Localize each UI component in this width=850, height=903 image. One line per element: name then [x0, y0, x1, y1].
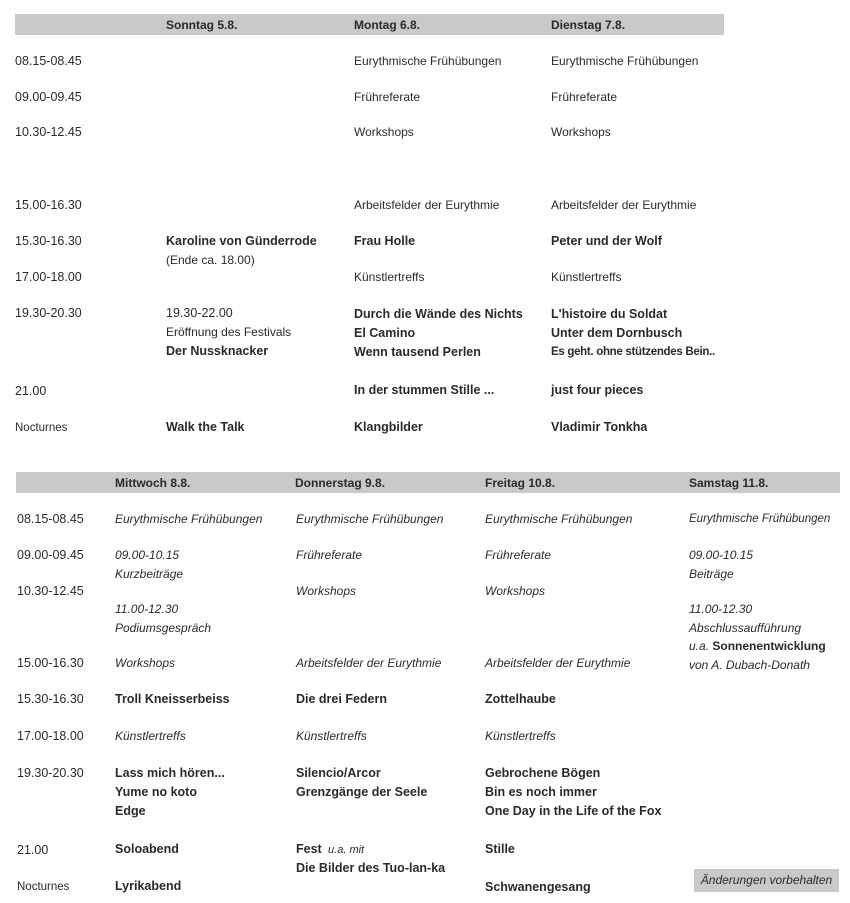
event-title: One Day in the Life of the Fox — [485, 804, 662, 818]
event-title: Es geht. ohne stützendes Bein.. — [551, 346, 715, 358]
event-fest — [296, 840, 364, 860]
time-label: 17.00-18.00 — [17, 729, 84, 743]
event-title: Peter und der Wolf — [551, 234, 662, 248]
event-title: L'histoire du Soldat — [551, 307, 668, 321]
event-item: Arbeitsfelder der Eurythmie — [354, 198, 500, 212]
event-title: Durch die Wände des Nichts — [354, 307, 523, 321]
day-header-freitag: Freitag 10.8. — [485, 476, 556, 490]
event-title: just four pieces — [551, 383, 644, 397]
event-title: Edge — [115, 804, 146, 818]
event-time: 11.00-12.30 — [689, 602, 753, 616]
event-note: (Ende ca. 18.00) — [166, 253, 255, 267]
time-label: 17.00-18.00 — [15, 270, 82, 284]
time-label: 09.00-09.45 — [15, 90, 82, 104]
event-item: Frühreferate — [296, 548, 363, 562]
event-item: Eurythmische Frühübungen — [485, 512, 633, 526]
time-label: 08.15-08.45 — [17, 512, 84, 526]
week1-header-bar — [15, 14, 724, 35]
event-item: Eurythmische Frühübungen — [689, 513, 831, 525]
time-label: 15.30-16.30 — [17, 692, 84, 706]
event-item: Workshops — [354, 125, 414, 139]
event-item: Eurythmische Frühübungen — [551, 54, 699, 68]
event-item: Workshops — [485, 584, 546, 598]
event-title: Grenzgänge der Seele — [296, 785, 428, 799]
time-label: 08.15-08.45 — [15, 54, 82, 68]
event-title: Bin es noch immer — [485, 785, 597, 799]
event-time: 09.00-10.15 — [689, 548, 754, 562]
event-title: Troll Kneisserbeiss — [115, 692, 230, 706]
event-item: Künstlertreffs — [115, 729, 186, 743]
event-title: Der Nussknacker — [166, 344, 269, 358]
event-item: Künstlertreffs — [551, 270, 622, 284]
event-title: Yume no koto — [115, 785, 197, 799]
event-item: Künstlertreffs — [485, 729, 556, 743]
event-item: Eurythmische Frühübungen — [354, 54, 502, 68]
event-subtitle: Eröffnung des Festivals — [166, 325, 292, 339]
event-title: El Camino — [354, 326, 416, 340]
event-item: von A. Dubach-Donath — [689, 658, 810, 672]
time-label: 19.30-20.30 — [17, 766, 84, 780]
event-item: Podiumsgespräch — [115, 621, 212, 635]
event-item: Abschlussaufführung — [689, 621, 802, 635]
event-title: Zottelhaube — [485, 692, 556, 706]
event-title: Silencio/Arcor — [296, 766, 381, 780]
event-item: Beiträge — [689, 567, 734, 581]
event-title: Stille — [485, 842, 515, 856]
event-item: Frühreferate — [485, 548, 552, 562]
event-note: u.a. mit — [328, 844, 365, 856]
day-header-mittwoch: Mittwoch 8.8. — [115, 476, 191, 490]
time-label: 15.00-16.30 — [15, 198, 82, 212]
time-label-nocturnes: Nocturnes — [15, 422, 68, 434]
event-item: Künstlertreffs — [296, 729, 367, 743]
event-title: Soloabend — [115, 842, 179, 856]
event-title: Walk the Talk — [166, 420, 245, 434]
day-header-dienstag: Dienstag 7.8. — [551, 18, 626, 32]
event-item: Eurythmische Frühübungen — [115, 512, 263, 526]
time-label: 09.00-09.45 — [17, 548, 84, 562]
event-item: Workshops — [115, 656, 176, 670]
event-title: In der stummen Stille ... — [354, 383, 495, 397]
event-time: 19.30-22.00 — [166, 306, 233, 320]
day-header-sonntag: Sonntag 5.8. — [166, 18, 238, 32]
event-title: Die Bilder des Tuo-lan-ka — [296, 861, 446, 875]
event-title: Unter dem Dornbusch — [551, 326, 683, 340]
event-item: Arbeitsfelder der Eurythmie — [551, 198, 697, 212]
time-label-nocturnes: Nocturnes — [17, 881, 70, 893]
event-title: Lass mich hören... — [115, 766, 225, 780]
event-title: Frau Holle — [354, 234, 416, 248]
day-header-montag: Montag 6.8. — [354, 18, 421, 32]
time-label: 10.30-12.45 — [15, 125, 82, 139]
time-label: 19.30-20.30 — [15, 306, 82, 320]
time-label: 21.00 — [15, 384, 47, 398]
event-item: Kurzbeiträge — [115, 567, 184, 581]
time-label: 21.00 — [17, 843, 49, 857]
event-item: Frühreferate — [551, 90, 618, 104]
event-title: Sonnenentwicklung — [712, 639, 826, 653]
event-title: Fest — [296, 842, 322, 856]
event-item: Frühreferate — [354, 90, 421, 104]
event-item: Workshops — [296, 584, 357, 598]
event-title: Schwanengesang — [485, 880, 591, 894]
event-title: Vladimir Tonkha — [551, 420, 648, 434]
event-title: Die drei Federn — [296, 692, 387, 706]
footer-note: Änderungen vorbehalten — [694, 869, 839, 892]
time-label: 10.30-12.45 — [17, 584, 84, 598]
event-sonnenentwicklung — [689, 637, 826, 656]
time-label: 15.00-16.30 — [17, 656, 84, 670]
time-label: 15.30-16.30 — [15, 234, 82, 248]
week2-header-bar — [16, 472, 840, 493]
day-header-samstag: Samstag 11.8. — [689, 476, 769, 490]
event-item: Arbeitsfelder der Eurythmie — [485, 656, 631, 670]
event-item: Workshops — [551, 125, 611, 139]
event-title: Karoline von Günderrode — [166, 234, 317, 248]
event-time: 11.00-12.30 — [115, 602, 179, 616]
event-title: Gebrochene Bögen — [485, 766, 601, 780]
event-title: Wenn tausend Perlen — [354, 345, 481, 359]
event-title: Lyrikabend — [115, 879, 182, 893]
event-note: u.a. — [689, 639, 710, 653]
event-time: 09.00-10.15 — [115, 548, 180, 562]
event-item: Künstlertreffs — [354, 270, 425, 284]
event-item: Arbeitsfelder der Eurythmie — [296, 656, 442, 670]
day-header-donnerstag: Donnerstag 9.8. — [295, 476, 386, 490]
event-title: Klangbilder — [354, 420, 423, 434]
event-item: Eurythmische Frühübungen — [296, 512, 444, 526]
